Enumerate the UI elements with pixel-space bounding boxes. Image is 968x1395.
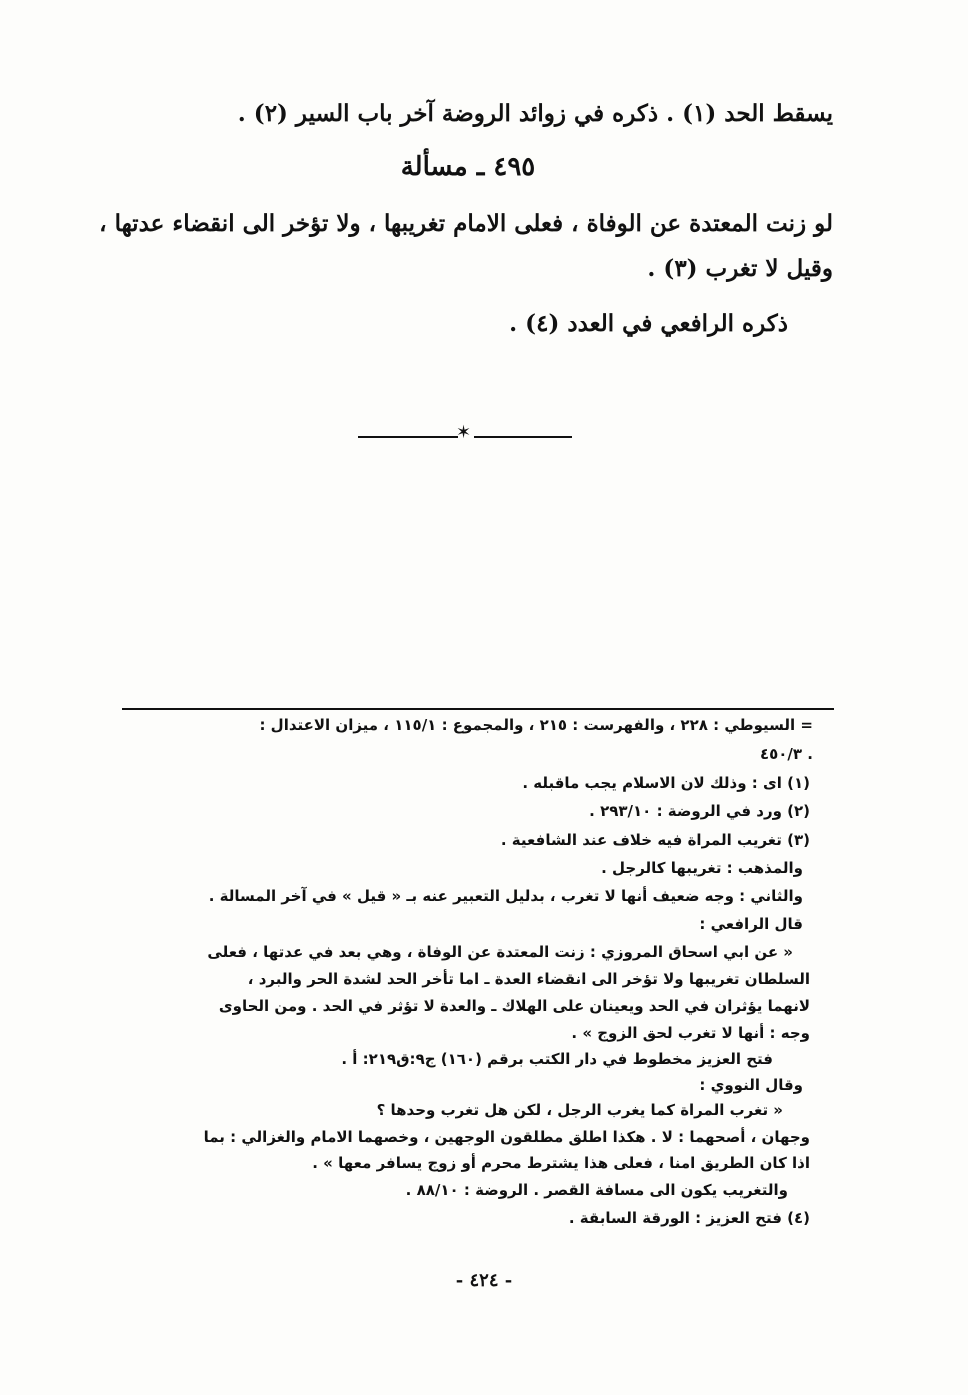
footnote-line: السلطان تغريبها ولا تؤخر الى انقضاء العدة ـ اما تأخر الحد لشدة الحر والبرد ، — [247, 970, 810, 988]
footnote-line: لانهما يؤثران في الحد ويعينان على الهلاك ـ والعدة لا تؤثر في الحد . ومن الحاوى — [218, 997, 810, 1015]
footnote-separator — [122, 708, 834, 710]
page-number: - ٤٢٤ - — [455, 1270, 513, 1291]
footnote-line: (٤) فتح العزيز : الورقة السابقة . — [568, 1209, 810, 1227]
footnote-line: (٢) ورد في الروضة : ٢٩٣/١٠ . — [589, 802, 810, 820]
main-text-line-3: وقيل لا تغرب (٣) . — [647, 255, 833, 282]
footnote-line: « تغرب المراة كما يغرب الرجل ، لكن هل تغرب وحدها ؟ — [376, 1101, 783, 1119]
main-text-line-4: ذكره الرافعي في العدد (٤) . — [509, 310, 788, 337]
issue-heading: ٤٩٥ ـ مسألة — [400, 152, 536, 182]
footnote-line: وجهان ، أصحهما : لا . هكذا اطلق مطلقون الوجهين ، وخصهما الامام والغزالي : بما — [203, 1128, 810, 1146]
footnote-line: = السيوطي : ٢٢٨ ، والفهرست : ٢١٥ ، والمجموع : ١١٥/١ ، ميزان الاعتدال : — [259, 716, 813, 734]
section-divider-ornament — [358, 422, 572, 444]
main-text-line-1: يسقط الحد (١) . ذكره في زوائد الروضة آخر باب السير (٢) . — [237, 100, 833, 127]
footnote-line: قال الرافعي : — [699, 915, 803, 933]
star-icon: ✶ — [456, 422, 472, 443]
footnote-line: ٤٥٠/٣ . — [759, 745, 813, 763]
footnote-line: فتح العزيز مخطوط في دار الكتب برقم (١٦٠) ج٩:ق٢١٩: أ . — [341, 1050, 773, 1068]
footnote-line: وجه : أنها لا تغرب لحق الزوج » . — [571, 1024, 810, 1042]
main-text-line-2: لو زنت المعتدة عن الوفاة ، فعلى الامام تغريبها ، ولا تؤخر الى انقضاء عدتها ، — [99, 210, 833, 237]
footnote-line: والمذهب : تغريبها كالرجل . — [601, 859, 803, 877]
footnote-line: والثاني : وجه ضعيف أنها لا تغرب ، بدليل التعبير عنه بـ « قيل » في آخر المسالة . — [208, 887, 803, 905]
footnote-line: « عن ابي اسحاق المروزي : زنت المعتدة عن الوفاة ، وهي بعد في عدتها ، فعلى — [207, 943, 793, 961]
footnote-line: وقال النووي : — [699, 1076, 803, 1094]
footnote-line: اذا كان الطريق امنا ، فعلى هذا يشترط محرم أو زوج يسافر معها » . — [312, 1154, 810, 1172]
footnote-line: (٣) تغريب المراة فيه خلاف عند الشافعية . — [500, 831, 810, 849]
footnote-line: والتغريب يكون الى مسافة القصر . الروضة : ٨٨/١٠ . — [405, 1181, 788, 1199]
footnote-line: (١) اى : وذلك لان الاسلام يجب ماقبله . — [522, 774, 810, 792]
